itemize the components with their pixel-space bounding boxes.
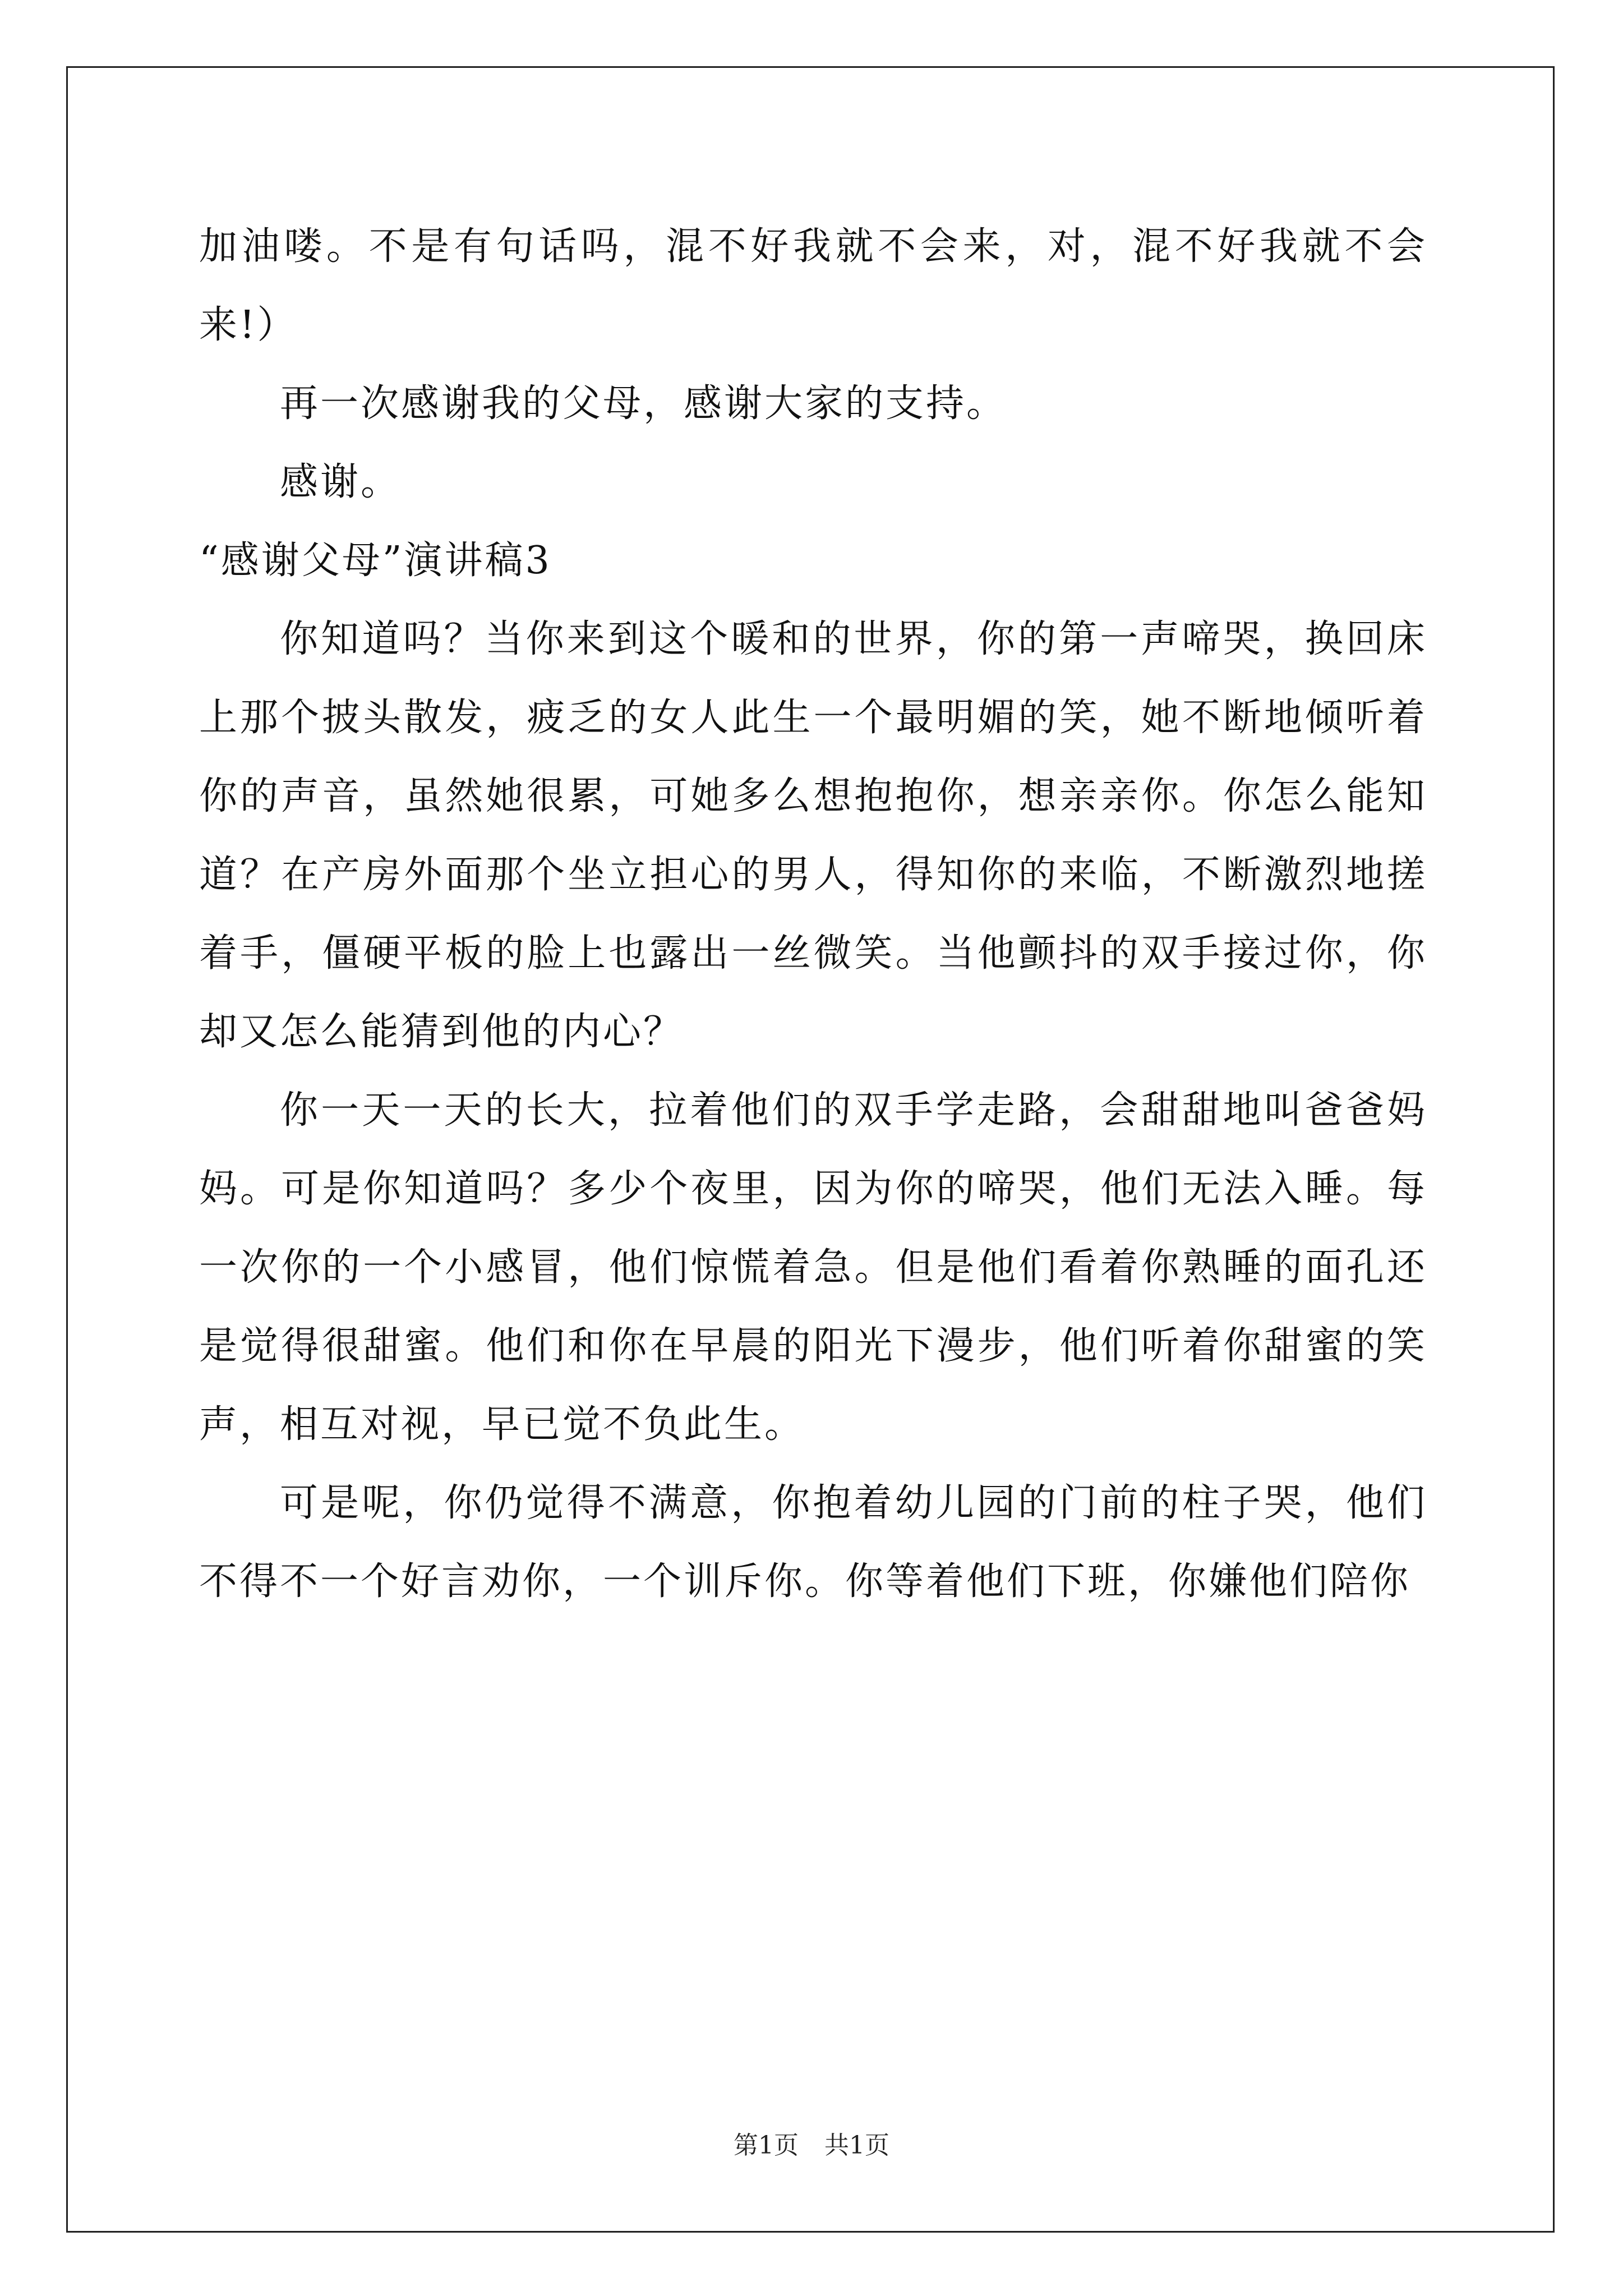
page-total: 共1页 bbox=[824, 2131, 889, 2160]
page-footer bbox=[0, 2129, 1623, 2162]
paragraph-2: 再一次感谢我的父母，感谢大家的支持。 bbox=[280, 381, 1007, 426]
page-number: 第1页 bbox=[734, 2131, 799, 2160]
paragraph-5: 你知道吗？当你来到这个暖和的世界，你的第一声啼哭，换回床上那个披头散发，疲乏的女人此生一个最明媚的笑，她不断地倾听着你的声音，虽然她很累，可她多么想抱抱你，想亲亲你。你怎么能知道？在产房外面那个坐立担心的男人，得知你的来临，不断激烈地搓着手，僵硬平板的脸上也露出一丝微笑。当他颤抖的双手接过你，你却又怎么能猜到他的内心？ bbox=[199, 617, 1427, 1054]
paragraph-3: 感谢。 bbox=[280, 460, 402, 504]
section-heading: “感谢父母”演讲稿3 bbox=[199, 539, 552, 583]
document-body bbox=[199, 208, 1427, 1621]
paragraph-6: 你一天一天的长大，拉着他们的双手学走路，会甜甜地叫爸爸妈妈。可是你知道吗？多少个夜里，因为你的啼哭，他们无法入睡。每一次你的一个小感冒，他们惊慌着急。但是他们看着你熟睡的面孔还是觉得很甜蜜。他们和你在早晨的阳光下漫步，他们听着你甜蜜的笑声，相互对视，早已觉不负此生。 bbox=[199, 1088, 1427, 1447]
paragraph-7: 可是呢，你仍觉得不满意，你抱着幼儿园的门前的柱子哭，他们不得不一个好言劝你，一个训斥你。你等着他们下班，你嫌他们陪你 bbox=[199, 1481, 1427, 1604]
paragraph-1: 加油喽。不是有句话吗，混不好我就不会来，对，混不好我就不会来!） bbox=[199, 224, 1427, 347]
